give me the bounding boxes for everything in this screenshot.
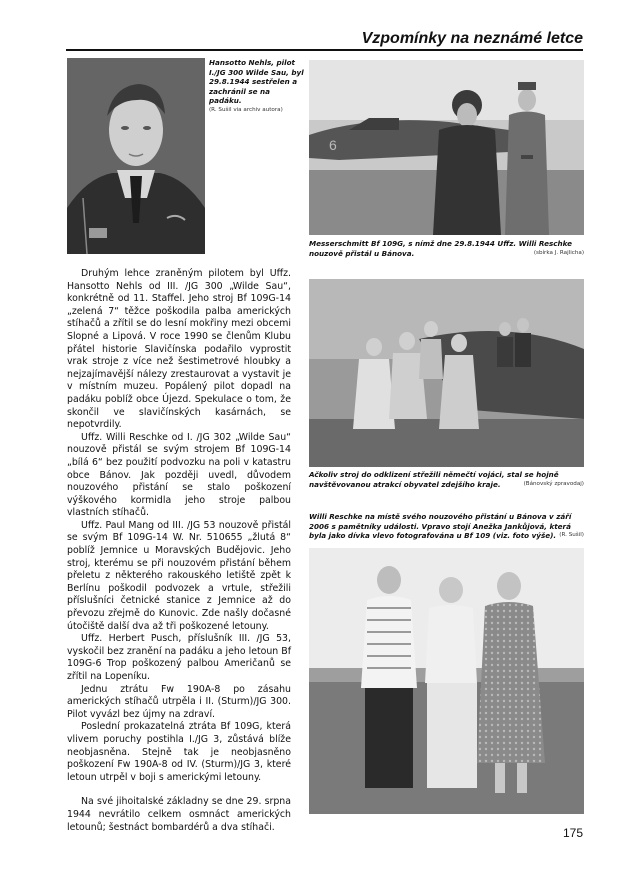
photo-1-caption	[209, 58, 305, 115]
photo-1-credit: (R. Sušil via archiv autora)	[209, 106, 283, 113]
photo-2-caption	[309, 239, 584, 258]
article-paragraph: Jednu ztrátu Fw 190A-8 po zásahu amerických stíhačů utrpěla i II. (Sturm)/JG 300. Pilot vyvázl bez újmy na zdraví.	[67, 683, 291, 720]
photo-4-caption-text: Willi Reschke na místě svého nouzového přistání u Bánova v září 2006 s pamětníky události. Vpravo stojí Anežka Jankůjová, která byla jako dívka vlevo fotografována u Bf 109 (viz. foto výše).	[309, 512, 572, 540]
article-paragraph: Poslední prokazatelná ztráta Bf 109G, která vlivem poruchy postihla I./JG 3, zůstává blíže neobjasněna. Stejně tak je neobjasněno poškození Fw 190A-8 od IV. (Sturm)/JG 3, které letoun utrpěl v boji s americkými letouny.	[67, 721, 291, 783]
photo-3-caption-text: Ačkoliv stroj do odklizení střežili němečtí vojáci, stal se hojně navštěvovanou atrakcí obyvatel zdejšího kraje.	[309, 470, 559, 489]
photo-2-caption-text: Messerschmitt Bf 109G, s nímž dne 29.8.1944 Uffz. Willi Reschke nouzově přistál u Bánova.	[309, 239, 572, 258]
photo-2-credit: (sbírka J. Rajlicha)	[533, 249, 584, 256]
photo-3-caption	[309, 470, 584, 489]
article-paragraph: Uffz. Willi Reschke od I. /JG 302 „Wilde Sau“ nouzově přistál se svým strojem Bf 109G-14 „bílá 6“ bez použití podvozku na poli v katastru obce Bánov. Jak později uvedl, důvodem nouzového přistání se stalo poškození výškového kormidla jeho stroje palbou vlastních stíhačů.	[67, 431, 291, 519]
running-header-title: Vzpomínky na neznámé letce	[361, 30, 583, 47]
aircraft-with-soldiers-photo	[309, 60, 584, 235]
svg-text:6: 6	[329, 137, 337, 153]
article-paragraph: Druhým lehce zraněným pilotem byl Uffz. Hansotto Nehls od III. /JG 300 „Wilde Sau“, konkrétně od 11. Staffel. Jeho stroj Bf 109G-14 „zelená 7“ těžce poškodila palba amerických stíhačů a zřítil se do lesní mokřiny mezi obcemi Slopné a Lipová. V roce 1990 se členům Klubu přátel historie Slavičínska podařilo vyprostit vrak stroje z více než šestimetrové hloubky a nejzajímavější nálezy zrestaurovat a vystavit je v místním muzeu. Popálený pilot dopadl na padáku poblíž obce Újezd. Spekulace o tom, že skončil ve slavičínských kasárnách, se nepotvrdily.	[67, 268, 291, 431]
article-paragraph: Na své jihoitalské základny se dne 29. srpna 1944 nevrátilo celkem osmnáct amerických letounů; šestnáct bombardérů a dva stíhači.	[67, 796, 291, 833]
portrait-photo-icon	[67, 58, 205, 254]
group-photo-icon	[309, 279, 584, 467]
veterans-photo-icon	[309, 548, 584, 814]
photo-4-credit: (R. Sušil)	[559, 532, 584, 538]
photo-3-credit: (Bánovský zpravodaj)	[523, 480, 584, 487]
page-number: 175	[562, 826, 583, 840]
article-paragraph: Uffz. Paul Mang od III. /JG 53 nouzově přistál se svým Bf 109G-14 W. Nr. 510655 „žlutá 8“ poblíž Jemnice u Moravských Budějovic. Jeho stroj, kterému se při nouzovém přistání během přeletu z některého rakouského letiště zpět k Berlínu poškodil podvozek a vrtule, střežili příslušníci četnické stanice z Jemnice až do převozu zřejmě do Kunovic. Zde našly dočasné útočiště další dva až tři poškozené letouny.	[67, 519, 291, 632]
veterans-in-field-photo	[309, 548, 584, 814]
article-body	[67, 268, 291, 834]
aircraft-photo-icon	[309, 60, 584, 235]
header-rule	[66, 49, 583, 51]
photo-4-caption	[309, 512, 584, 541]
photo-1-caption-text: Hansotto Nehls, pilot I./JG 300 Wilde Sau, byl 29.8.1944 sestřelen a zachránil se na padáku.	[209, 58, 304, 105]
villagers-at-wreck-photo	[309, 279, 584, 467]
article-paragraph: Uffz. Herbert Pusch, příslušník III. /JG 53, vyskočil bez zranění na padáku a jeho letoun Bf 109G-6 Trop poškozený palbou Američanů se zřítil na Lopeníku.	[67, 633, 291, 682]
pilot-portrait-photo	[67, 58, 205, 254]
